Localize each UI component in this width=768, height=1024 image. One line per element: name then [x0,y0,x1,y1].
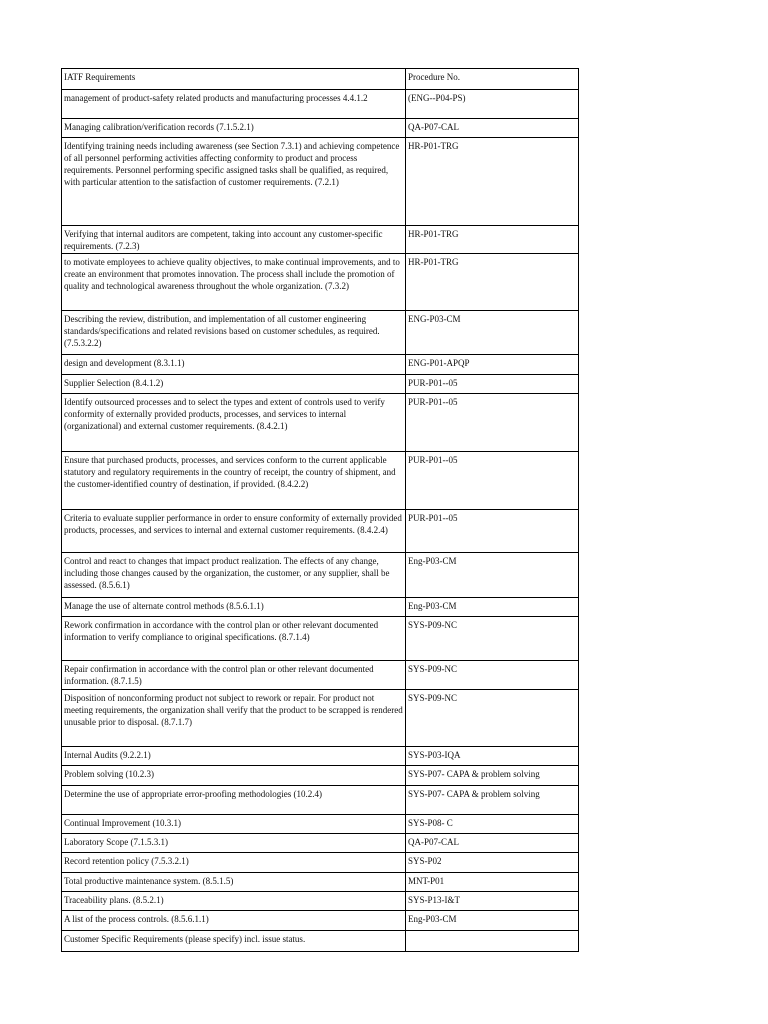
procedure-cell: SYS-P13-I&T [406,892,579,911]
requirement-cell: Manage the use of alternate control methods (8.5.6.1.1) [62,598,406,617]
requirement-cell: Ensure that purchased products, processes, and services conform to the current applicable statutory and regulatory requirements in the country of receipt, the country of shipment, and the customer-identified country of destination, if provided. (8.4.2.2) [62,452,406,510]
table-row [62,90,579,119]
table-row [62,853,579,873]
requirement-cell: Identify outsourced processes and to select the types and extent of controls used to verify conformity of externally provided products, processes, and services to internal (organizational) and external customer requirements. (8.4.2.1) [62,394,406,452]
requirement-cell: Criteria to evaluate supplier performance in order to ensure conformity of externally provided products, processes, and services to internal and external customer requirements. (8.4.2.4) [62,510,406,553]
requirement-cell: to motivate employees to achieve quality objectives, to make continual improvements, and to create an environment that promotes innovation. The process shall include the promotion of quality and technological awareness throughout the whole organization. (7.3.2) [62,254,406,311]
procedure-cell: ENG-P01-APQP [406,355,579,375]
requirement-cell: Total productive maintenance system. (8.5.1.5) [62,873,406,892]
requirement-cell: Describing the review, distribution, and implementation of all customer engineering standards/specifications and related revisions based on customer schedules, as required. (7.5.3.2.2) [62,311,406,355]
table-row [62,786,579,815]
procedure-cell: Eng-P03-CM [406,553,579,598]
table-row [62,617,579,661]
procedure-cell: SYS-P03-IQA [406,747,579,766]
procedure-cell: Eng-P03-CM [406,911,579,931]
procedure-cell: (ENG--P04-PS) [406,90,579,119]
requirement-cell: Verifying that internal auditors are competent, taking into account any customer-specific requirements. (7.2.3) [62,226,406,254]
procedure-cell: SYS-P02 [406,853,579,873]
requirement-cell: Control and react to changes that impact product realization. The effects of any change, including those changes caused by the organization, the customer, or any supplier, shall be assessed. (8.5.6.1) [62,553,406,598]
header-procedure: Procedure No. [406,69,579,90]
requirement-cell: Traceability plans. (8.5.2.1) [62,892,406,911]
table-row [62,598,579,617]
procedure-cell: QA-P07-CAL [406,834,579,853]
procedure-cell: QA-P07-CAL [406,119,579,138]
requirement-cell: Rework confirmation in accordance with the control plan or other relevant documented information to verify compliance to original specifications. (8.7.1.4) [62,617,406,661]
procedure-cell: PUR-P01--05 [406,510,579,553]
table-row [62,355,579,375]
requirement-cell: Internal Audits (9.2.2.1) [62,747,406,766]
table-row [62,690,579,747]
requirement-cell: Disposition of nonconforming product not subject to rework or repair. For product not meeting requirements, the organization shall verify that the product to be scrapped is rendered unusable prior to disposal. (8.7.1.7) [62,690,406,747]
procedure-cell: ENG-P03-CM [406,311,579,355]
requirement-cell: Record retention policy (7.5.3.2.1) [62,853,406,873]
requirement-cell: Managing calibration/verification records (7.1.5.2.1) [62,119,406,138]
table-header-row [62,69,579,90]
procedure-cell: SYS-P07- CAPA & problem solving [406,786,579,815]
table-row [62,119,579,138]
procedure-cell: SYS-P09-NC [406,661,579,690]
requirement-cell: Customer Specific Requirements (please specify) incl. issue status. [62,931,406,952]
table-row [62,311,579,355]
table-row [62,834,579,853]
table-row [62,661,579,690]
table-row [62,815,579,834]
table-row [62,553,579,598]
table-row [62,766,579,786]
requirement-cell: Supplier Selection (8.4.1.2) [62,375,406,394]
requirement-cell: A list of the process controls. (8.5.6.1.1) [62,911,406,931]
procedure-cell: SYS-P09-NC [406,617,579,661]
table-row [62,873,579,892]
table-row [62,254,579,311]
requirement-cell: management of product-safety related products and manufacturing processes 4.4.1.2 [62,90,406,119]
table-row [62,138,579,226]
table-row [62,375,579,394]
procedure-cell: HR-P01-TRG [406,226,579,254]
requirement-cell: Laboratory Scope (7.1.5.3.1) [62,834,406,853]
procedure-cell: PUR-P01--05 [406,394,579,452]
header-requirement: IATF Requirements [62,69,406,90]
requirements-table [61,68,579,952]
requirement-cell: design and development (8.3.1.1) [62,355,406,375]
procedure-cell: HR-P01-TRG [406,254,579,311]
table-row [62,452,579,510]
requirement-cell: Continual Improvement (10.3.1) [62,815,406,834]
requirement-cell: Identifying training needs including awareness (see Section 7.3.1) and achieving competence of all personnel performing activities affecting conformity to product and process requirements. Personnel performing specific assigned tasks shall be qualified, as required, with particular attention to the satisfaction of customer requirements. (7.2.1) [62,138,406,226]
procedure-cell: MNT-P01 [406,873,579,892]
requirement-cell: Repair confirmation in accordance with the control plan or other relevant documented information. (8.7.1.5) [62,661,406,690]
table-row [62,394,579,452]
table-row [62,747,579,766]
table-row [62,911,579,931]
table-row [62,510,579,553]
table-row [62,892,579,911]
procedure-cell: SYS-P07- CAPA & problem solving [406,766,579,786]
requirement-cell: Determine the use of appropriate error-proofing methodologies (10.2.4) [62,786,406,815]
procedure-cell: SYS-P08- C [406,815,579,834]
procedure-cell [406,931,579,952]
procedure-cell: PUR-P01--05 [406,452,579,510]
procedure-cell: SYS-P09-NC [406,690,579,747]
table-row [62,226,579,254]
procedure-cell: PUR-P01--05 [406,375,579,394]
procedure-cell: Eng-P03-CM [406,598,579,617]
table-row [62,931,579,952]
requirement-cell: Problem solving (10.2.3) [62,766,406,786]
procedure-cell: HR-P01-TRG [406,138,579,226]
